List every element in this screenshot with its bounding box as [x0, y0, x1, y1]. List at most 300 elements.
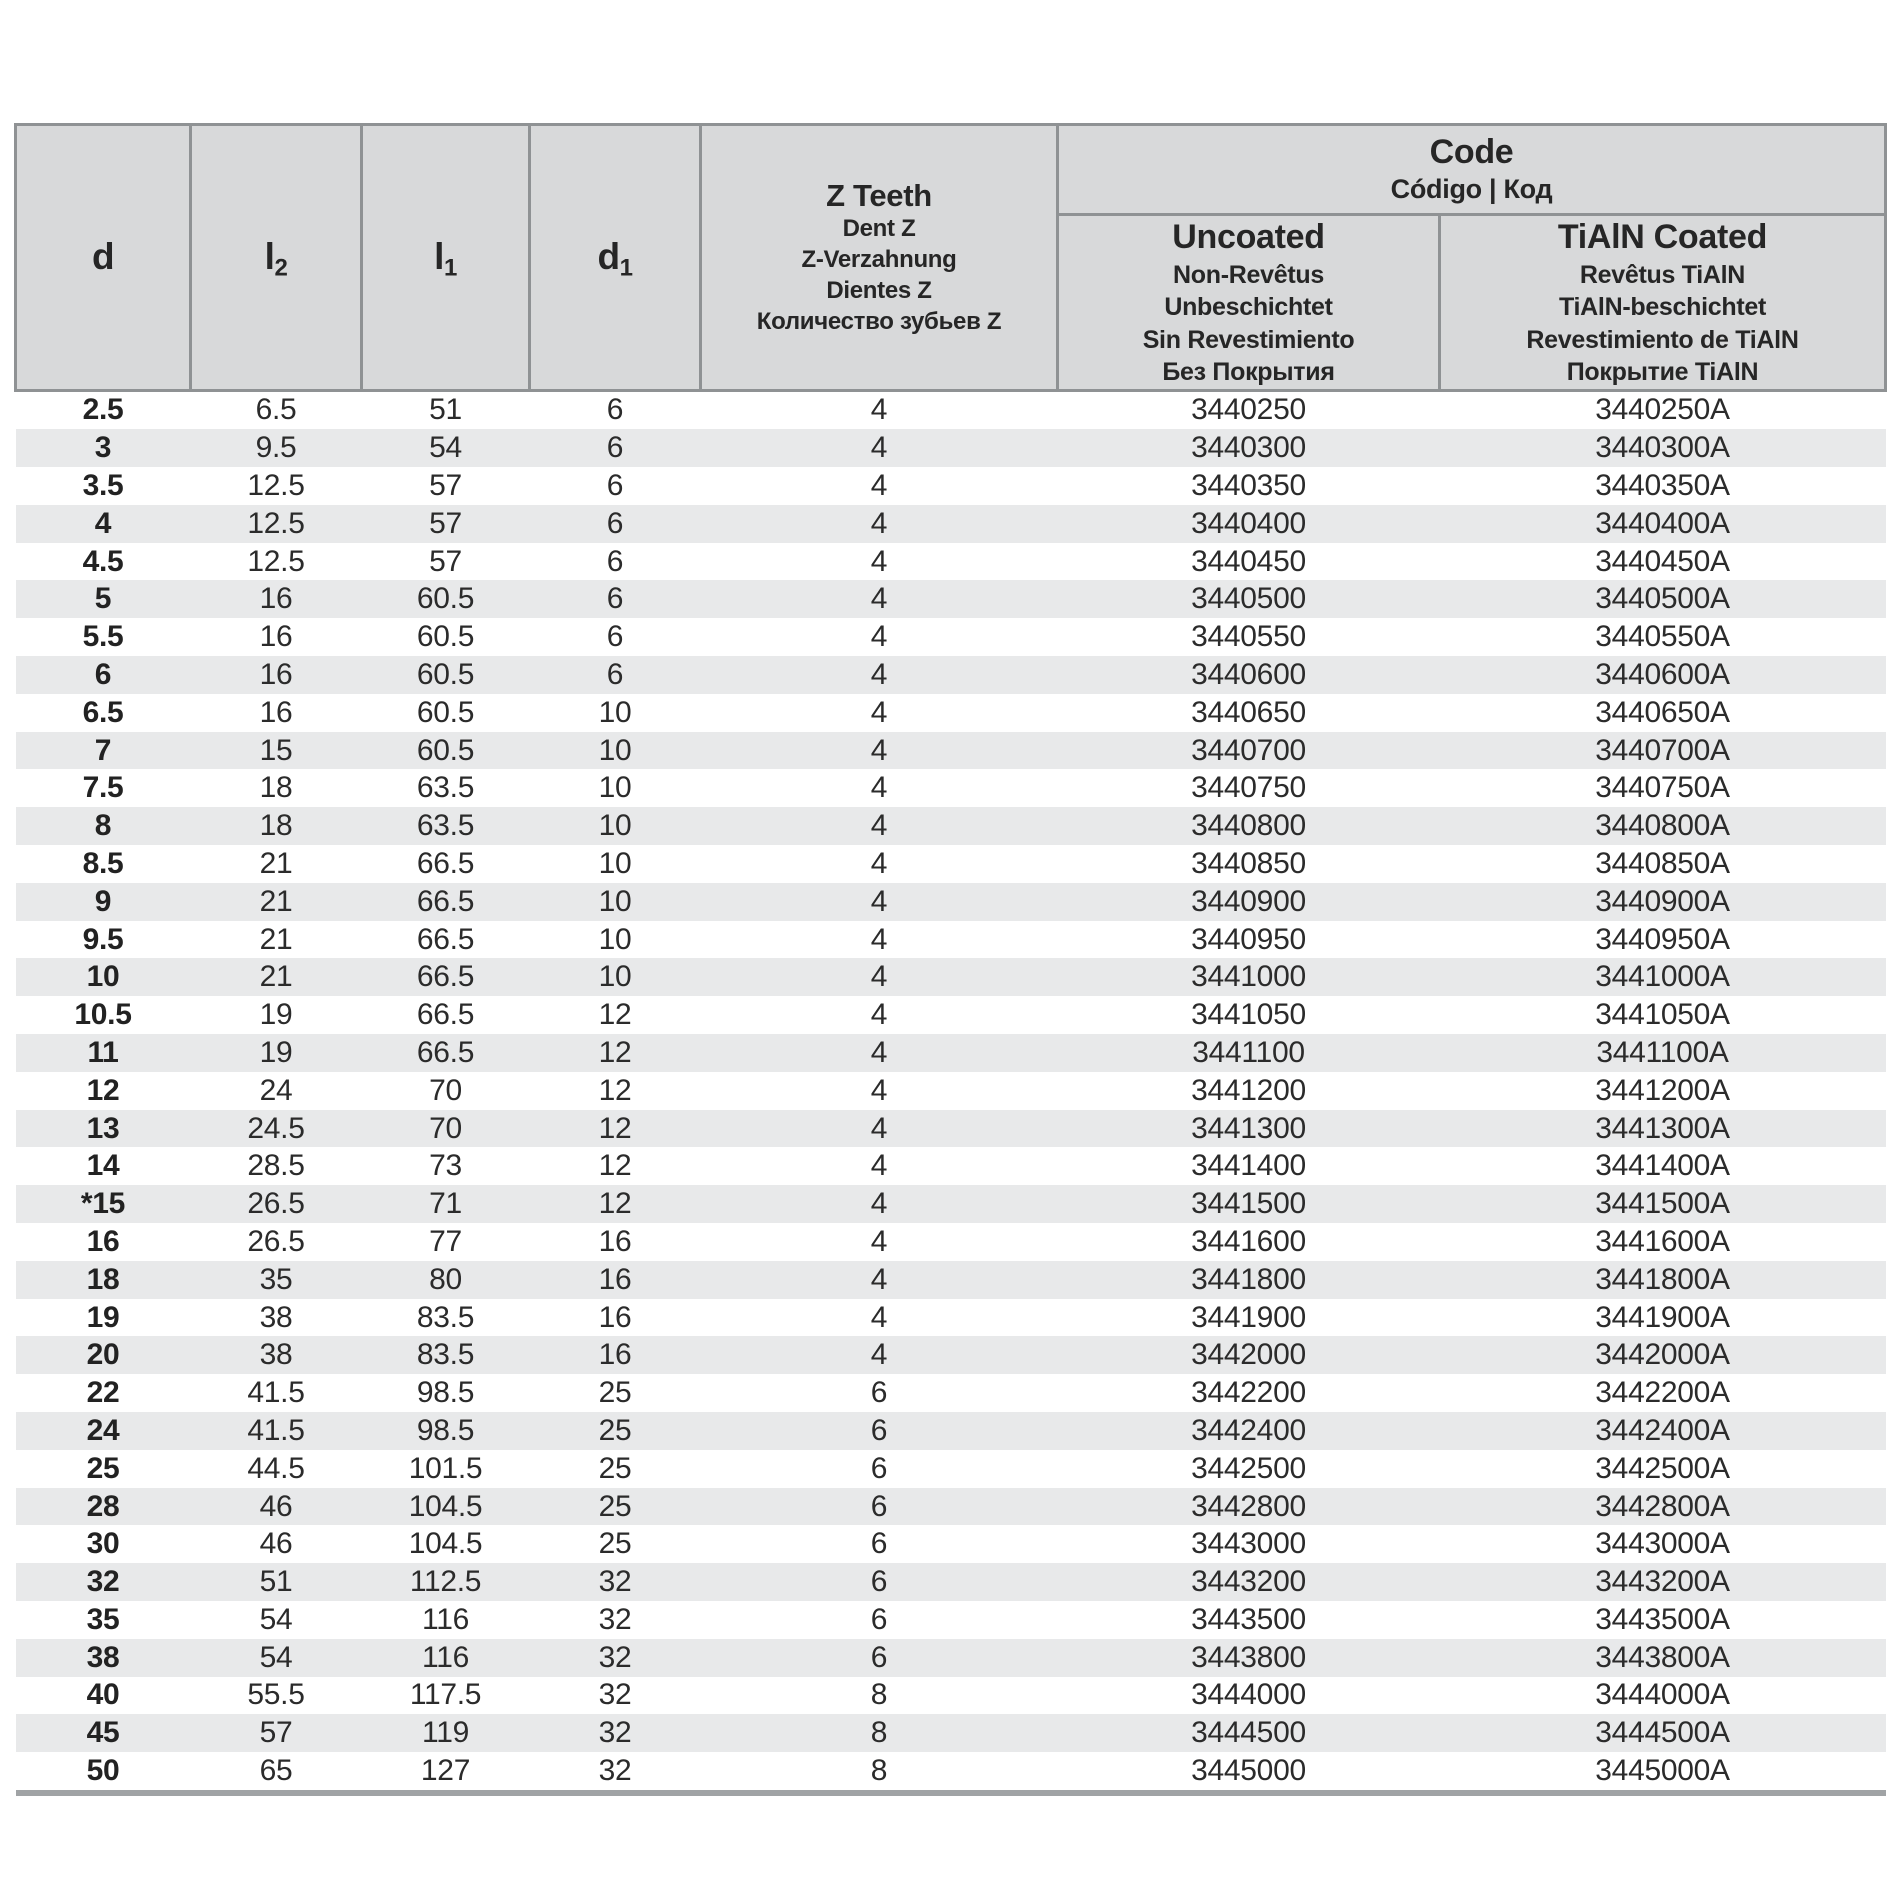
header-col-l1-label: $l_1$ — [434, 236, 457, 282]
cell-code-uncoated: 3440250 — [1191, 393, 1306, 427]
cell-d: 12 — [86, 1073, 120, 1107]
table-row — [16, 1072, 1886, 1110]
cell-l1: 80 — [429, 1262, 462, 1296]
cell-d: 45 — [86, 1716, 120, 1750]
cell-d: 38 — [86, 1640, 120, 1674]
cell-l1: 63.5 — [416, 771, 475, 805]
cell-d1: 6 — [606, 506, 624, 540]
cell-z-teeth: 4 — [870, 922, 888, 956]
cell-d: 8 — [94, 809, 112, 843]
cell-d1: 12 — [598, 1187, 632, 1221]
cell-code-uncoated: 3440500 — [1191, 582, 1306, 616]
header-col-z-teeth — [701, 125, 1058, 391]
cell-d: 9.5 — [82, 922, 124, 956]
cell-code-tialn-coated: 3440750A — [1595, 771, 1730, 805]
cell-z-teeth: 4 — [870, 1338, 888, 1372]
cell-l2: 16 — [259, 620, 293, 654]
cell-code-uncoated: 3440800 — [1191, 809, 1306, 843]
cell-code-tialn-coated: 3440650A — [1595, 695, 1730, 729]
cell-l1: 83.5 — [416, 1338, 475, 1372]
uncoated-title: Uncoated — [1172, 218, 1325, 256]
cell-z-teeth: 4 — [870, 468, 888, 502]
cell-code-uncoated: 3443800 — [1191, 1640, 1306, 1674]
cell-l2: 46 — [259, 1489, 293, 1523]
table-row — [16, 769, 1886, 807]
cell-l1: 73 — [429, 1149, 462, 1183]
cell-d: 22 — [86, 1376, 120, 1410]
table-row — [16, 1110, 1886, 1148]
cell-z-teeth: 8 — [701, 1752, 1058, 1793]
cell-z-teeth: 4 — [870, 657, 888, 691]
cell-d: 35 — [86, 1602, 120, 1636]
cell-l2: 16 — [259, 582, 293, 616]
cell-z-teeth: 4 — [870, 620, 888, 654]
header-col-d1-label: $d_1$ — [597, 236, 633, 282]
cell-code-tialn-coated: 3443800A — [1595, 1640, 1730, 1674]
table-row — [16, 1147, 1886, 1185]
coated-title: TiAlN Coated — [1557, 218, 1768, 256]
cell-z-teeth: 6 — [870, 1640, 888, 1674]
cell-d1: 10 — [598, 695, 632, 729]
cell-l2: 12.5 — [247, 506, 305, 540]
table-row — [16, 618, 1886, 656]
cell-d: 14 — [86, 1149, 120, 1183]
cell-l2: 38 — [259, 1300, 293, 1334]
cell-code-uncoated: 3444000 — [1191, 1678, 1306, 1712]
cell-code-tialn-coated: 3441100A — [1596, 1035, 1729, 1069]
table-row — [16, 505, 1886, 543]
cell-l2: 18 — [259, 771, 293, 805]
code-subtitle: Código | Код — [1390, 174, 1553, 205]
cell-code-tialn-coated: 3440300A — [1595, 431, 1730, 465]
z-teeth-title: Z Teeth — [826, 178, 932, 214]
cell-z-teeth: 4 — [870, 1035, 888, 1069]
specification-table — [14, 123, 1887, 1796]
cell-d1: 10 — [598, 771, 632, 805]
cell-code-uncoated: 3441200 — [1191, 1073, 1306, 1107]
cell-code-tialn-coated: 3440900A — [1595, 884, 1730, 918]
cell-d1: 6 — [606, 582, 624, 616]
cell-code-uncoated: 3440400 — [1191, 506, 1306, 540]
cell-d: 19 — [86, 1300, 120, 1334]
table-row — [16, 958, 1886, 996]
cell-code-uncoated: 3440600 — [1191, 657, 1306, 691]
table-row — [16, 732, 1886, 770]
cell-code-uncoated: 3441300 — [1191, 1111, 1306, 1145]
cell-code-tialn-coated: 3440500A — [1595, 582, 1730, 616]
cell-z-teeth: 4 — [870, 431, 888, 465]
cell-l1: 60.5 — [416, 695, 475, 729]
cell-l1: 66.5 — [416, 998, 475, 1032]
cell-l1: 57 — [429, 506, 462, 540]
cell-z-teeth: 4 — [870, 809, 888, 843]
cell-d: 7 — [94, 733, 112, 767]
header-col-d-label: d — [91, 236, 115, 278]
cell-l1: 70 — [429, 1111, 462, 1145]
cell-l2: 9.5 — [255, 431, 297, 465]
cell-l1: 57 — [429, 544, 462, 578]
cell-code-uncoated: 3441500 — [1191, 1187, 1306, 1221]
table-row — [16, 656, 1886, 694]
cell-d1: 12 — [598, 1035, 632, 1069]
table-row — [16, 883, 1886, 921]
table-row — [16, 429, 1886, 467]
cell-d1: 32 — [598, 1602, 632, 1636]
cell-z-teeth: 4 — [870, 1262, 888, 1296]
cell-l2: 44.5 — [247, 1451, 305, 1485]
cell-d1: 32 — [598, 1565, 632, 1599]
cell-z-teeth: 4 — [870, 1300, 888, 1334]
cell-l1: 63.5 — [416, 809, 475, 843]
cell-z-teeth: 4 — [870, 884, 888, 918]
cell-z-teeth: 4 — [870, 1187, 888, 1221]
cell-d: 9 — [94, 884, 112, 918]
cell-d1: 6 — [606, 620, 624, 654]
cell-code-tialn-coated: 3440250A — [1595, 393, 1730, 427]
table-row — [16, 1752, 1886, 1793]
cell-d: 20 — [86, 1338, 120, 1372]
cell-code-uncoated: 3441000 — [1191, 960, 1306, 994]
cell-l1: 54 — [429, 431, 462, 465]
z-teeth-subtitle-es: Dientes Z — [826, 276, 932, 304]
cell-code-tialn-coated: 3442000A — [1595, 1338, 1730, 1372]
cell-l1: 104.5 — [408, 1527, 483, 1561]
cell-l2: 21 — [259, 960, 293, 994]
header-col-uncoated — [1058, 215, 1440, 391]
table-row — [16, 1677, 1886, 1715]
cell-z-teeth: 4 — [870, 771, 888, 805]
cell-code-tialn-coated: 3442800A — [1595, 1489, 1730, 1523]
table-body — [16, 390, 1886, 1793]
table-row — [16, 1525, 1886, 1563]
table-row — [16, 1488, 1886, 1526]
cell-code-uncoated: 3442800 — [1191, 1489, 1306, 1523]
cell-d: 4 — [94, 506, 112, 540]
header-col-d1 — [530, 125, 701, 391]
cell-d: 7.5 — [82, 771, 124, 805]
cell-d1: 10 — [598, 809, 632, 843]
table-row — [16, 1374, 1886, 1412]
cell-d: 11 — [87, 1035, 119, 1069]
cell-l1: 83.5 — [416, 1300, 475, 1334]
cell-code-uncoated: 3443200 — [1191, 1565, 1306, 1599]
table-row — [16, 390, 1886, 429]
cell-d1: 10 — [598, 846, 632, 880]
cell-l1: 66.5 — [416, 884, 475, 918]
cell-code-tialn-coated: 3443000A — [1595, 1527, 1730, 1561]
cell-l2: 28.5 — [247, 1149, 305, 1183]
table-row — [16, 543, 1886, 581]
cell-l1: 57 — [429, 468, 462, 502]
cell-d: 6.5 — [82, 695, 124, 729]
cell-l1: 66.5 — [416, 922, 475, 956]
cell-l2: 24 — [259, 1073, 293, 1107]
table-row — [16, 1034, 1886, 1072]
z-teeth-subtitle-de: Z-Verzahnung — [801, 246, 957, 274]
header-code-group — [1058, 125, 1886, 215]
table-row — [16, 1261, 1886, 1299]
cell-d: 50 — [16, 1752, 191, 1793]
cell-code-uncoated: 3441100 — [1192, 1035, 1305, 1069]
table-row — [16, 1412, 1886, 1450]
table-row — [16, 467, 1886, 505]
cell-d: 13 — [86, 1111, 120, 1145]
cell-d1: 16 — [598, 1338, 632, 1372]
cell-d1: 6 — [606, 468, 624, 502]
cell-code-tialn-coated: 3445000A — [1440, 1752, 1886, 1793]
uncoated-subtitle-de: Unbeschichtet — [1164, 293, 1333, 321]
cell-d1: 6 — [606, 544, 624, 578]
table-row — [16, 1563, 1886, 1601]
cell-l2: 41.5 — [247, 1413, 305, 1447]
cell-d: 10 — [86, 960, 120, 994]
cell-d1: 6 — [606, 393, 624, 427]
cell-z-teeth: 4 — [870, 960, 888, 994]
cell-d1: 12 — [598, 998, 632, 1032]
cell-l1: 66.5 — [416, 960, 475, 994]
cell-code-uncoated: 3441800 — [1191, 1262, 1306, 1296]
table-wrap — [14, 123, 1884, 1796]
cell-z-teeth: 8 — [870, 1678, 888, 1712]
cell-d: *15 — [80, 1187, 126, 1221]
cell-d1: 16 — [598, 1262, 632, 1296]
code-title: Code — [1429, 132, 1514, 171]
cell-l1: 98.5 — [416, 1376, 475, 1410]
cell-code-tialn-coated: 3443200A — [1595, 1565, 1730, 1599]
cell-z-teeth: 6 — [870, 1602, 888, 1636]
cell-d1: 32 — [598, 1640, 632, 1674]
cell-d1: 25 — [598, 1489, 632, 1523]
cell-d: 40 — [86, 1678, 120, 1712]
cell-l2: 6.5 — [255, 393, 297, 427]
cell-l1: 116 — [422, 1602, 469, 1636]
cell-code-uncoated: 3440650 — [1191, 695, 1306, 729]
cell-l1: 51 — [429, 393, 462, 427]
cell-l2: 19 — [259, 1035, 293, 1069]
cell-z-teeth: 6 — [870, 1489, 888, 1523]
cell-code-uncoated: 3442400 — [1191, 1413, 1306, 1447]
cell-code-uncoated: 3440900 — [1191, 884, 1306, 918]
cell-code-tialn-coated: 3440550A — [1595, 620, 1730, 654]
cell-d1: 32 — [530, 1752, 701, 1793]
cell-code-uncoated: 3441600 — [1191, 1224, 1306, 1258]
cell-d: 2.5 — [82, 393, 124, 427]
table-row — [16, 694, 1886, 732]
cell-z-teeth: 4 — [870, 1073, 888, 1107]
cell-d1: 10 — [598, 960, 632, 994]
cell-code-tialn-coated: 3444000A — [1595, 1678, 1730, 1712]
cell-code-tialn-coated: 3441500A — [1595, 1187, 1730, 1221]
cell-l2: 18 — [259, 809, 293, 843]
cell-code-uncoated: 3442200 — [1191, 1376, 1306, 1410]
cell-l1: 60.5 — [416, 733, 475, 767]
cell-code-uncoated: 3440750 — [1191, 771, 1306, 805]
cell-d: 5 — [94, 582, 112, 616]
cell-z-teeth: 6 — [870, 1451, 888, 1485]
cell-code-uncoated: 3440450 — [1191, 544, 1306, 578]
coated-subtitle-es: Revestimiento de TiAlN — [1526, 325, 1799, 354]
cell-code-uncoated: 3441050 — [1191, 998, 1306, 1032]
cell-d1: 32 — [598, 1716, 632, 1750]
cell-d1: 6 — [606, 431, 624, 465]
cell-l1: 71 — [429, 1187, 462, 1221]
cell-z-teeth: 8 — [870, 1716, 888, 1750]
table-row — [16, 921, 1886, 959]
cell-d: 4.5 — [82, 544, 124, 578]
cell-d: 10.5 — [74, 998, 132, 1032]
cell-d1: 32 — [598, 1678, 632, 1712]
cell-l1: 60.5 — [416, 657, 475, 691]
table-row — [16, 1639, 1886, 1677]
cell-l1: 66.5 — [416, 1035, 475, 1069]
cell-z-teeth: 4 — [870, 695, 888, 729]
table-row — [16, 1714, 1886, 1752]
cell-l2: 46 — [259, 1527, 293, 1561]
cell-code-tialn-coated: 3441400A — [1595, 1149, 1730, 1183]
cell-code-tialn-coated: 3441000A — [1595, 960, 1730, 994]
cell-code-tialn-coated: 3441050A — [1595, 998, 1730, 1032]
cell-l2: 24.5 — [247, 1111, 305, 1145]
cell-l2: 41.5 — [247, 1376, 305, 1410]
z-teeth-subtitle-ru: Количество зубьев Z — [756, 307, 1002, 335]
cell-code-tialn-coated: 3442200A — [1595, 1376, 1730, 1410]
cell-d1: 6 — [606, 657, 624, 691]
cell-l2: 21 — [259, 922, 293, 956]
cell-l2: 12.5 — [247, 544, 305, 578]
cell-z-teeth: 4 — [870, 393, 888, 427]
cell-z-teeth: 4 — [870, 846, 888, 880]
cell-code-uncoated: 3440700 — [1191, 733, 1306, 767]
cell-l1: 77 — [429, 1224, 462, 1258]
table-row — [16, 1450, 1886, 1488]
cell-l2: 26.5 — [247, 1224, 305, 1258]
cell-d1: 25 — [598, 1376, 632, 1410]
cell-code-uncoated: 3440550 — [1191, 620, 1306, 654]
table-row — [16, 1223, 1886, 1261]
cell-l1: 112.5 — [409, 1565, 482, 1599]
cell-z-teeth: 4 — [870, 582, 888, 616]
cell-d: 18 — [86, 1262, 120, 1296]
cell-l2: 65 — [191, 1752, 362, 1793]
cell-l2: 57 — [259, 1716, 293, 1750]
header-col-l2-label: $l_2$ — [264, 236, 288, 282]
cell-l1: 127 — [362, 1752, 530, 1793]
cell-code-tialn-coated: 3442500A — [1595, 1451, 1730, 1485]
table-row — [16, 996, 1886, 1034]
coated-subtitle-fr: Revêtus TiAlN — [1579, 260, 1746, 289]
cell-code-tialn-coated: 3440350A — [1595, 468, 1730, 502]
cell-l2: 26.5 — [247, 1187, 305, 1221]
header-col-l2 — [191, 125, 362, 391]
cell-d: 28 — [86, 1489, 120, 1523]
cell-code-uncoated: 3444500 — [1191, 1716, 1306, 1750]
z-teeth-subtitle-fr: Dent Z — [842, 215, 916, 243]
cell-code-tialn-coated: 3441300A — [1595, 1111, 1730, 1145]
cell-code-tialn-coated: 3440700A — [1595, 733, 1730, 767]
cell-l2: 12.5 — [247, 468, 305, 502]
cell-d: 24 — [86, 1413, 120, 1447]
cell-l2: 55.5 — [247, 1678, 305, 1712]
header-col-l1 — [362, 125, 530, 391]
cell-d1: 10 — [598, 733, 632, 767]
cell-l2: 38 — [259, 1338, 293, 1372]
cell-z-teeth: 6 — [870, 1565, 888, 1599]
cell-d1: 25 — [598, 1527, 632, 1561]
cell-z-teeth: 4 — [870, 1149, 888, 1183]
cell-z-teeth: 4 — [870, 733, 888, 767]
uncoated-subtitle-fr: Non-Revêtus — [1173, 260, 1324, 289]
cell-l1: 117.5 — [409, 1678, 482, 1712]
cell-l2: 21 — [259, 846, 293, 880]
cell-l1: 60.5 — [416, 620, 475, 654]
cell-z-teeth: 4 — [870, 506, 888, 540]
cell-z-teeth: 4 — [870, 1224, 888, 1258]
cell-code-uncoated: 3442000 — [1191, 1338, 1306, 1372]
table-row — [16, 1601, 1886, 1639]
cell-l1: 101.5 — [408, 1451, 483, 1485]
cell-l1: 66.5 — [416, 846, 475, 880]
table-row — [16, 580, 1886, 618]
cell-code-tialn-coated: 3440600A — [1595, 657, 1730, 691]
cell-code-tialn-coated: 3440950A — [1595, 922, 1730, 956]
cell-d: 5.5 — [82, 620, 124, 654]
cell-code-tialn-coated: 3443500A — [1595, 1602, 1730, 1636]
cell-d1: 16 — [598, 1300, 632, 1334]
coated-subtitle-de: TiAlN-beschichtet — [1559, 293, 1766, 321]
table-row — [16, 1185, 1886, 1223]
cell-d1: 10 — [598, 922, 632, 956]
cell-code-tialn-coated: 3441600A — [1595, 1224, 1730, 1258]
cell-code-tialn-coated: 3444500A — [1595, 1716, 1730, 1750]
cell-d: 30 — [86, 1527, 120, 1561]
cell-code-tialn-coated: 3440800A — [1595, 809, 1730, 843]
cell-l2: 35 — [259, 1262, 293, 1296]
cell-code-tialn-coated: 3441800A — [1595, 1262, 1730, 1296]
cell-code-uncoated: 3445000 — [1058, 1752, 1440, 1793]
header-col-tialn-coated — [1440, 215, 1886, 391]
cell-l1: 70 — [429, 1073, 462, 1107]
cell-code-tialn-coated: 3441200A — [1595, 1073, 1730, 1107]
cell-d: 3 — [94, 431, 112, 465]
cell-d1: 16 — [598, 1224, 632, 1258]
cell-l2: 16 — [259, 695, 293, 729]
coated-subtitle-ru: Покрытие TiAlN — [1566, 358, 1759, 386]
cell-l2: 21 — [259, 884, 293, 918]
cell-d: 16 — [86, 1224, 120, 1258]
cell-d: 32 — [86, 1565, 120, 1599]
cell-d1: 25 — [598, 1413, 632, 1447]
cell-l1: 116 — [422, 1640, 469, 1674]
header-col-d — [16, 125, 191, 391]
cell-l2: 54 — [259, 1640, 293, 1674]
cell-l2: 16 — [259, 657, 293, 691]
cell-code-tialn-coated: 3440850A — [1595, 846, 1730, 880]
cell-l2: 54 — [259, 1602, 293, 1636]
cell-code-uncoated: 3441400 — [1191, 1149, 1306, 1183]
cell-z-teeth: 6 — [870, 1376, 888, 1410]
cell-code-uncoated: 3441900 — [1191, 1300, 1306, 1334]
cell-z-teeth: 4 — [870, 1111, 888, 1145]
cell-d: 6 — [94, 657, 112, 691]
uncoated-subtitle-ru: Без Покрытия — [1162, 358, 1335, 386]
cell-z-teeth: 4 — [870, 998, 888, 1032]
cell-d1: 12 — [598, 1111, 632, 1145]
table-row — [16, 1299, 1886, 1337]
cell-code-tialn-coated: 3441900A — [1595, 1300, 1730, 1334]
cell-l2: 19 — [259, 998, 293, 1032]
uncoated-subtitle-es: Sin Revestimiento — [1142, 325, 1355, 354]
table-header — [16, 125, 1886, 391]
